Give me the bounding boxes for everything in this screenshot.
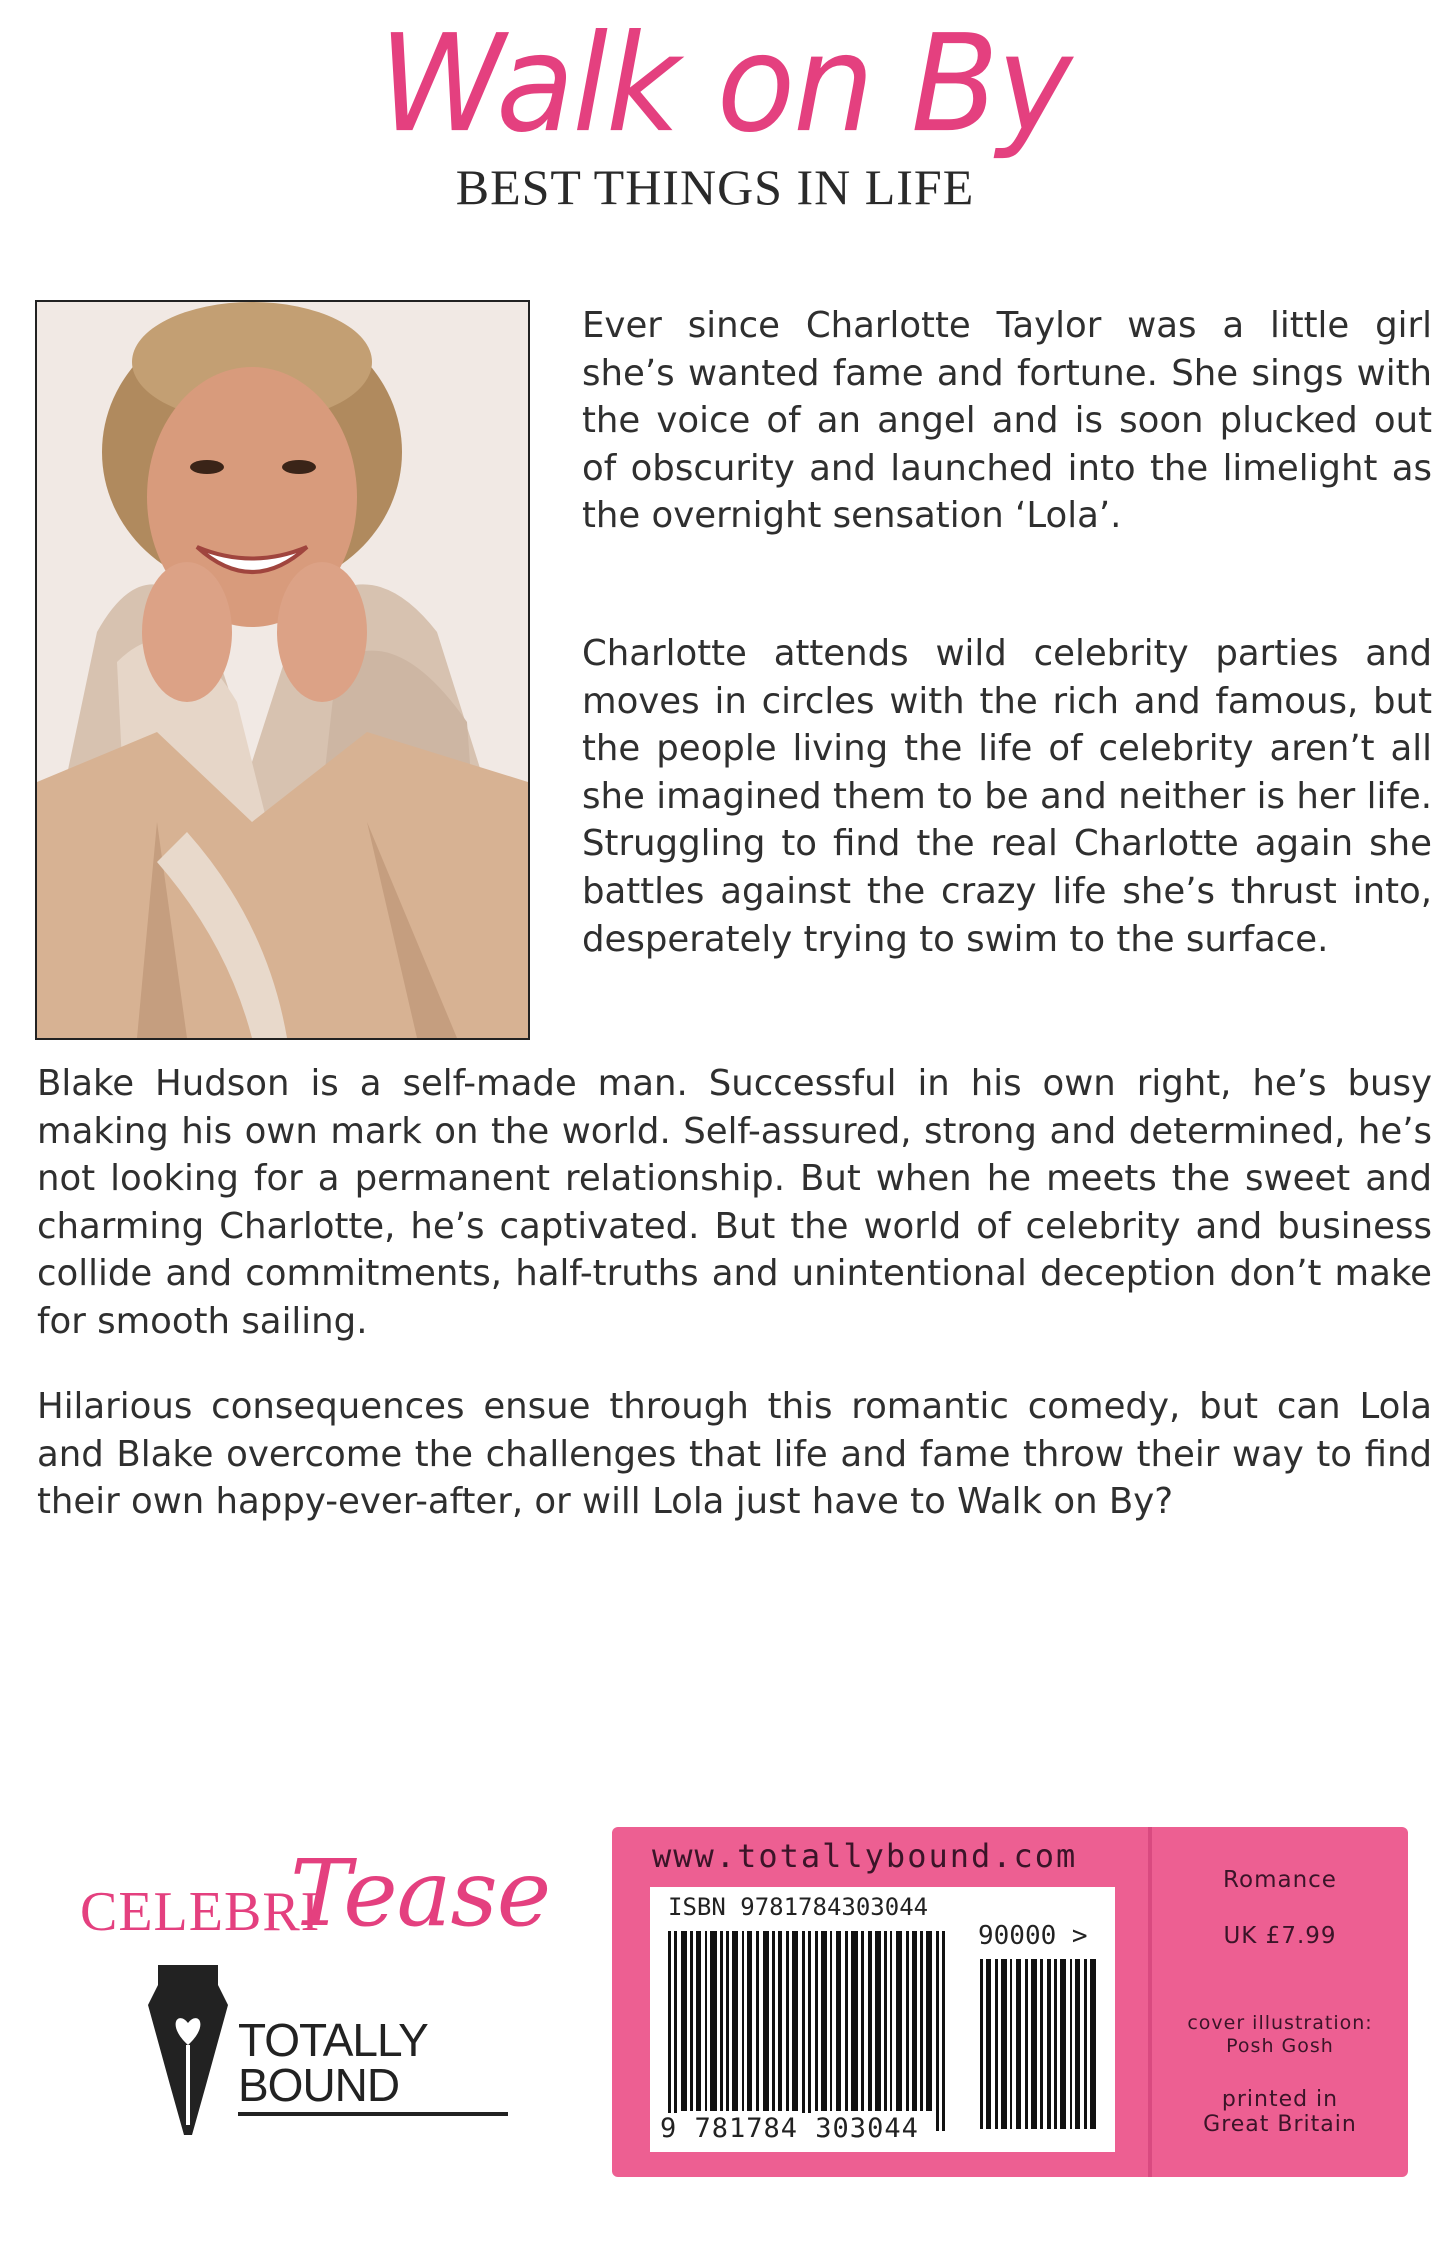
publisher-logos	[80, 1840, 551, 2140]
price-label: UK £7.99	[1223, 1923, 1337, 1949]
cover-credit-line1: cover illustration:	[1187, 2012, 1373, 2034]
logo-underline	[238, 2112, 508, 2116]
book-info	[1152, 1827, 1408, 2177]
blurb-paragraph-4: Hilarious consequences ensue through this romantic comedy, but can Lola and Blake overcome the challenges that life and fame throw their way to find their own happy-ever-after, or will Lola just have to Walk on By?	[37, 1386, 1432, 1523]
publisher-url: www.totallybound.com	[652, 1837, 1078, 1875]
addon-code: 90000 >	[978, 1921, 1088, 1951]
book-title: Walk on By	[378, 6, 1071, 163]
printed-in-line2: Great Britain	[1203, 2112, 1357, 2137]
addon-barcode	[980, 1959, 1098, 2129]
blurb-paragraph-1: Ever since Charlotte Taylor was a little girl she’s wanted fame and fortune. She sings with the voice of an angel and is soon plucked out of obscurity and launched into the limelight as the overnight sensation ‘Lola’.	[582, 305, 1432, 537]
cover-credit-line2: Posh Gosh	[1226, 2035, 1334, 2057]
pen-nib-icon	[148, 1965, 228, 2135]
blurb-paragraph-3: Blake Hudson is a self-made man. Successful in his own right, he’s busy making his own mark on the world. Self-assured, strong and determined, he’s not looking for a permanent relationship. But when he meets the sweet and charming Charlotte, he’s captivated. But the world of celebrity and business collide and commitments, half-truths and unintentional deception don’t make for smooth sailing.	[37, 1063, 1432, 1342]
barcode-label	[650, 1887, 1115, 2152]
celebritease-logo-tease: Tease	[290, 1840, 551, 1947]
celebritease-logo-celebri: CELEBRI	[80, 1881, 321, 1943]
blurb-paragraph-2: Charlotte attends wild celebrity parties and moves in circles with the rich and famous, but the people living the life of celebrity aren’t all she imagined them to be and neither is her life. Struggling to find the real Charlotte again she battles against the crazy life she’s thrust into, desperately trying to swim to the surface.	[582, 633, 1432, 960]
series-subtitle: BEST THINGS IN LIFE	[455, 159, 975, 215]
genre-label: Romance	[1223, 1867, 1337, 1893]
barcode-panel	[612, 1827, 1408, 2177]
totally-bound-logo-line1: TOTALLY	[238, 2014, 428, 2066]
author-photo	[35, 300, 530, 1040]
totally-bound-logo-line2: BOUND	[238, 2059, 400, 2111]
portrait-illustration	[37, 302, 528, 1038]
cover-title-block	[0, 0, 1449, 215]
isbn-text: ISBN 9781784303044	[668, 1893, 929, 1921]
printed-in-line1: printed in	[1221, 2087, 1339, 2112]
barcode-digits: 9 781784 303044	[660, 2113, 919, 2144]
ean-barcode	[668, 1931, 948, 2131]
